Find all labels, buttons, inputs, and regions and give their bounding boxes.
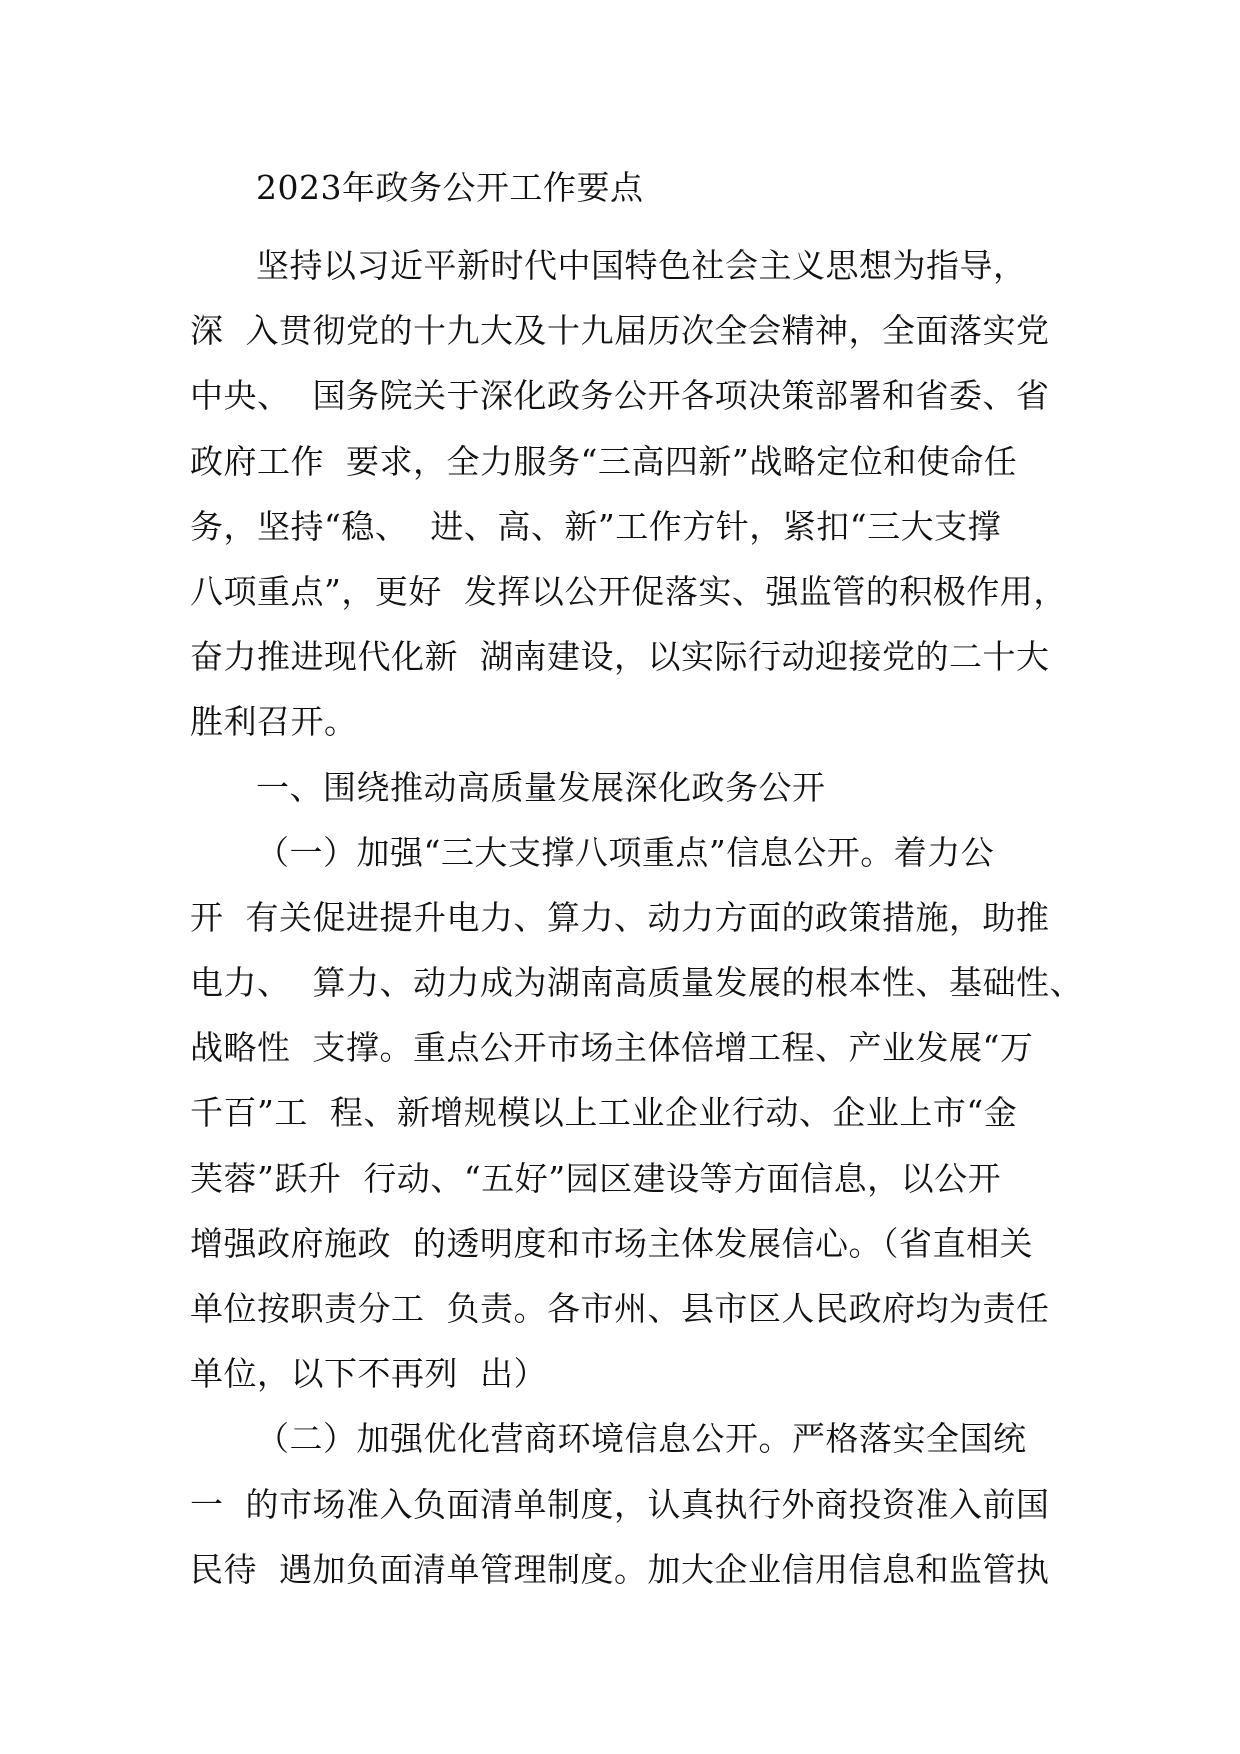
paragraph-line: 开 有关促进提升电力、算力、动力方面的政策措施，助推 xyxy=(190,897,1050,937)
paragraph-line: 中央、 国务院关于深化政务公开各项决策部署和省委、省 xyxy=(190,376,1050,416)
paragraph-line: （一）加强“三大支撑八项重点”信息公开。着力公 xyxy=(256,832,995,872)
paragraph-line: 战略性 支撑。重点公开市场主体倍增工程、产业发展“万 xyxy=(190,1028,1034,1068)
paragraph-line: 八项重点”，更好 发挥以公开促落实、强监管的积极作用， xyxy=(190,571,1067,611)
paragraph-line: （二）加强优化营商环境信息公开。严格落实全国统 xyxy=(256,1419,1027,1459)
document-title: 2023年政务公开工作要点 xyxy=(256,168,644,207)
paragraph-line: 深 入贯彻党的十九大及十九届历次全会精神，全面落实党 xyxy=(190,311,1050,351)
paragraph-line: 政府工作 要求，全力服务“三高四新”战略定位和使命任 xyxy=(190,441,1018,481)
paragraph-line: 坚持以习近平新时代中国特色社会主义思想为指导， xyxy=(256,246,1027,285)
paragraph-line: 一 的市场准入负面清单制度，认真执行外商投资准入前国 xyxy=(190,1484,1050,1524)
paragraph-line: 芙蓉”跃升 行动、“五好”园区建设等方面信息，以公开 xyxy=(190,1158,1002,1198)
paragraph-line: 单位按职责分工 负责。各市州、县市区人民政府均为责任 xyxy=(190,1289,1050,1328)
paragraph-line: 胜利召开。 xyxy=(190,702,358,742)
paragraph-line: 单位，以下不再列 出） xyxy=(190,1354,547,1394)
paragraph-line: 奋力推进现代化新 湖南建设，以实际行动迎接党的二十大 xyxy=(190,637,1050,677)
paragraph-line: 民待 遇加负面清单管理制度。加大企业信用信息和监管执 xyxy=(190,1549,1050,1589)
section-heading: 一、围绕推动高质量发展深化政务公开 xyxy=(256,767,826,807)
paragraph-line: 务，坚持“稳、 进、高、新”工作方针，紧扣“三大支撑 xyxy=(190,506,1002,546)
paragraph-line: 电力、 算力、动力成为湖南高质量发展的根本性、基础性、 xyxy=(190,963,1083,1003)
paragraph-line: 千百”工 程、新增规模以上工业企业行动、企业上市“金 xyxy=(190,1093,1018,1133)
paragraph-line: 增强政府施政 的透明度和市场主体发展信心。（省直相关 xyxy=(190,1223,1033,1263)
document-body xyxy=(190,168,1083,1602)
